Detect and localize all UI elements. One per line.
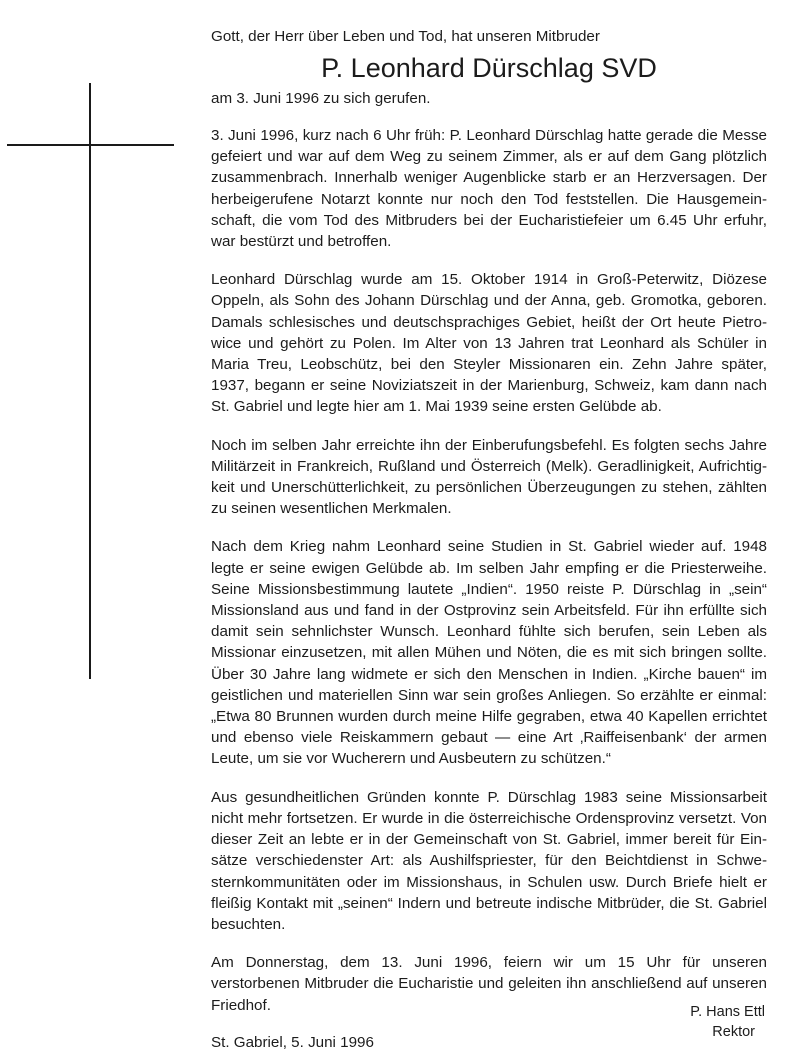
paragraph-military: Noch im selben Jahr erreichte ihn der Einberufungsbefehl. Es folgten sechs Jahre Militärzeit in Frankreich, Rußland und Österreich (Melk). Geradlinigkeit, Aufrichtigkeit und Unerschütterlichkeit, zu persönlichen Überzeugungen zu stehen, zählten zu seinen wesentlichen Merkmalen.	[211, 436, 767, 518]
signature-block	[690, 1002, 765, 1042]
cross-vertical-bar	[89, 83, 91, 679]
paragraph-death: 3. Juni 1996, kurz nach 6 Uhr früh: P. Leonhard Dürschlag hatte gerade die Messe gefeiert und war auf dem Weg zu seinem Zimmer, als er auf dem Gang plötzlich zusammenbrach. Innerhalb weniger Augenblicke starb er an Herzversagen. Der herbeigerufene Notarzt konnte nur noch den Tod feststellen. Die Hausgemeinschaft, die vom Tod des Mitbruders bei der Eucharistiefeier um 6.45 Uhr erfuhr, war bestürzt und betroffen.	[211, 127, 767, 251]
place-date: St. Gabriel, 5. Juni 1996	[211, 1033, 374, 1051]
signature-role: Rektor	[712, 1024, 755, 1040]
signature-name: P. Hans Ettl	[690, 1004, 765, 1020]
cross-horizontal-bar	[7, 144, 174, 146]
intro-line: Gott, der Herr über Leben und Tod, hat unseren Mitbruder	[211, 28, 600, 45]
called-line: am 3. Juni 1996 zu sich gerufen.	[211, 90, 431, 107]
paragraph-mission-india: Nach dem Krieg nahm Leonhard seine Studien in St. Gabriel wieder auf. 1948 legte er seine ewigen Gelübde ab. Im selben Jahr empfing er die Priesterweihe. Seine Missionsbestimmung lautete „Indien“. 1950 reiste P. Dürschlag in „sein“ Missionsland aus und fand in der Ostprovinz sein Arbeitsfeld. Für ihn erfüllte sich damit sein sehnlichster Wunsch. Leonhard fühlte sich berufen, sein Leben als Missionar einzusetzen, mit allen Mühen und Nöten, die es mit sich bringen sollte. Über 30 Jahre lang widmete er sich den Menschen in Indien. „Kirche bauen“ im geistlichen und materiellen Sinn war sein großes Anliegen. So erzählte er einmal: „Etwa 80 Brunnen wurden durch meine Hilfe gegraben, etwa 40 Kapellen errichtet und ebenso viele Reiskammern gebaut — eine Art ‚Raiffeisenbank‘ der armen Leute, um sie vor Wucherern und Ausbeutern zu schützen.“	[211, 538, 767, 768]
deceased-name: P. Leonhard Dürschlag SVD	[321, 53, 657, 83]
obituary-content	[211, 27, 767, 1053]
paragraph-biography: Leonhard Dürschlag wurde am 15. Oktober 1914 in Groß-Peterwitz, Diözese Oppeln, als Sohn des Johann Dürschlag und der Anna, geb. Gromotka, geboren. Damals schlesisches und deutschsprachiges Gebiet, heißt der Ort heute Pietrowice und gehört zu Polen. Im Alter von 13 Jahren trat Leonhard als Schüler in Maria Treu, Leobschütz, bei den Steyler Missionaren ein. Zehn Jahre später, 1937, begann er seine Noviziatszeit in der Marienburg, Schweiz, kam dann nach St. Gabriel und legte hier am 1. Mai 1939 seine ersten Gelübde ab.	[211, 271, 767, 416]
paragraph-return: Aus gesundheitlichen Gründen konnte P. Dürschlag 1983 seine Missionsarbeit nicht mehr fortsetzen. Er wurde in die österreichische Ordensprovinz versetzt. Von dieser Zeit an lebte er in der Gemeinschaft von St. Gabriel, immer bereit für Einsätze verschiedenster Art: als Aushilfspriester, für den Beichtdienst in Schwesternkommunitäten oder im Missionshaus, in Schulen usw. Durch Briefe hielt er fleißig Kontakt mit „seinen“ Indern und betreute indische Mitbrüder, die St. Gabriel besuchten.	[211, 788, 767, 933]
paragraph-funeral: Am Donnerstag, dem 13. Juni 1996, feiern wir um 15 Uhr für unseren verstorbenen Mitbruder die Eucharistie und geleiten ihn anschließend auf unseren Friedhof.	[211, 954, 767, 1014]
